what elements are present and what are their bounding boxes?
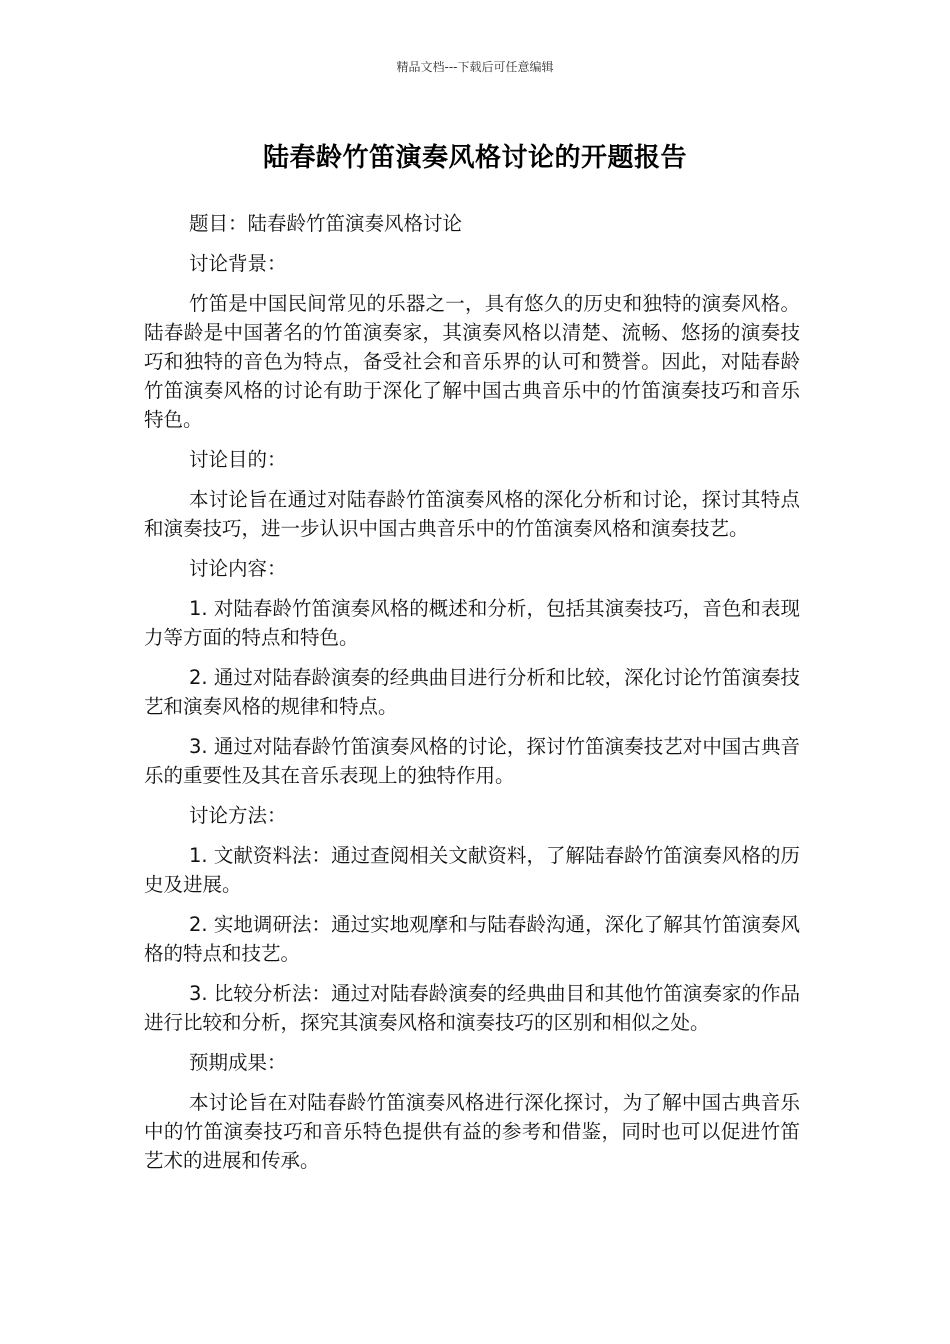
expected-results-paragraph: 本讨论旨在对陆春龄竹笛演奏风格进行深化探讨，为了解中国古典音乐中的竹笛演奏技巧和音乐特色提供有益的参考和借鉴，同时也可以促进竹笛艺术的进展和传承。 — [144, 1091, 800, 1172]
topic-line: 题目：陆春龄竹笛演奏风格讨论 — [189, 212, 463, 235]
section-heading-purpose: 讨论目的： — [189, 448, 287, 471]
content-item: 3. 通过对陆春龄竹笛演奏风格的讨论，探讨竹笛演奏技艺对中国古典音乐的重要性及其在音乐表现上的独特作用。 — [144, 735, 800, 787]
section-heading-expected-results: 预期成果： — [189, 1051, 287, 1074]
section-heading-content: 讨论内容： — [189, 557, 287, 580]
method-item: 2. 实地调研法：通过实地观摩和与陆春龄沟通，深化了解其竹笛演奏风格的特点和技艺。 — [144, 913, 800, 965]
purpose-paragraph: 本讨论旨在通过对陆春龄竹笛演奏风格的深化分析和讨论，探讨其特点和演奏技巧，进一步认识中国古典音乐中的竹笛演奏风格和演奏技艺。 — [144, 488, 800, 540]
section-heading-methods: 讨论方法： — [189, 804, 287, 827]
document-title: 陆春龄竹笛演奏风格讨论的开题报告 — [262, 143, 687, 173]
section-heading-background: 讨论背景： — [189, 252, 287, 275]
method-item: 1. 文献资料法：通过查阅相关文献资料，了解陆春龄竹笛演奏风格的历史及进展。 — [144, 844, 800, 896]
background-paragraph: 竹笛是中国民间常见的乐器之一，具有悠久的历史和独特的演奏风格。陆春龄是中国著名的竹笛演奏家，其演奏风格以清楚、流畅、悠扬的演奏技巧和独特的音色为特点，备受社会和音乐界的认可和赞誉。因此，对陆春龄竹笛演奏风格的讨论有助于深化了解中国古典音乐中的竹笛演奏技巧和音乐特色。 — [144, 292, 800, 431]
method-item: 3. 比较分析法：通过对陆春龄演奏的经典曲目和其他竹笛演奏家的作品进行比较和分析，探究其演奏风格和演奏技巧的区别和相似之处。 — [144, 982, 800, 1034]
document-body — [144, 209, 800, 1186]
header-note: 精品文档---下载后可任意编辑 — [396, 60, 554, 74]
content-item: 2. 通过对陆春龄演奏的经典曲目进行分析和比较，深化讨论竹笛演奏技艺和演奏风格的规律和特点。 — [144, 666, 800, 718]
content-item: 1. 对陆春龄竹笛演奏风格的概述和分析，包括其演奏技巧，音色和表现力等方面的特点和特色。 — [144, 597, 800, 649]
